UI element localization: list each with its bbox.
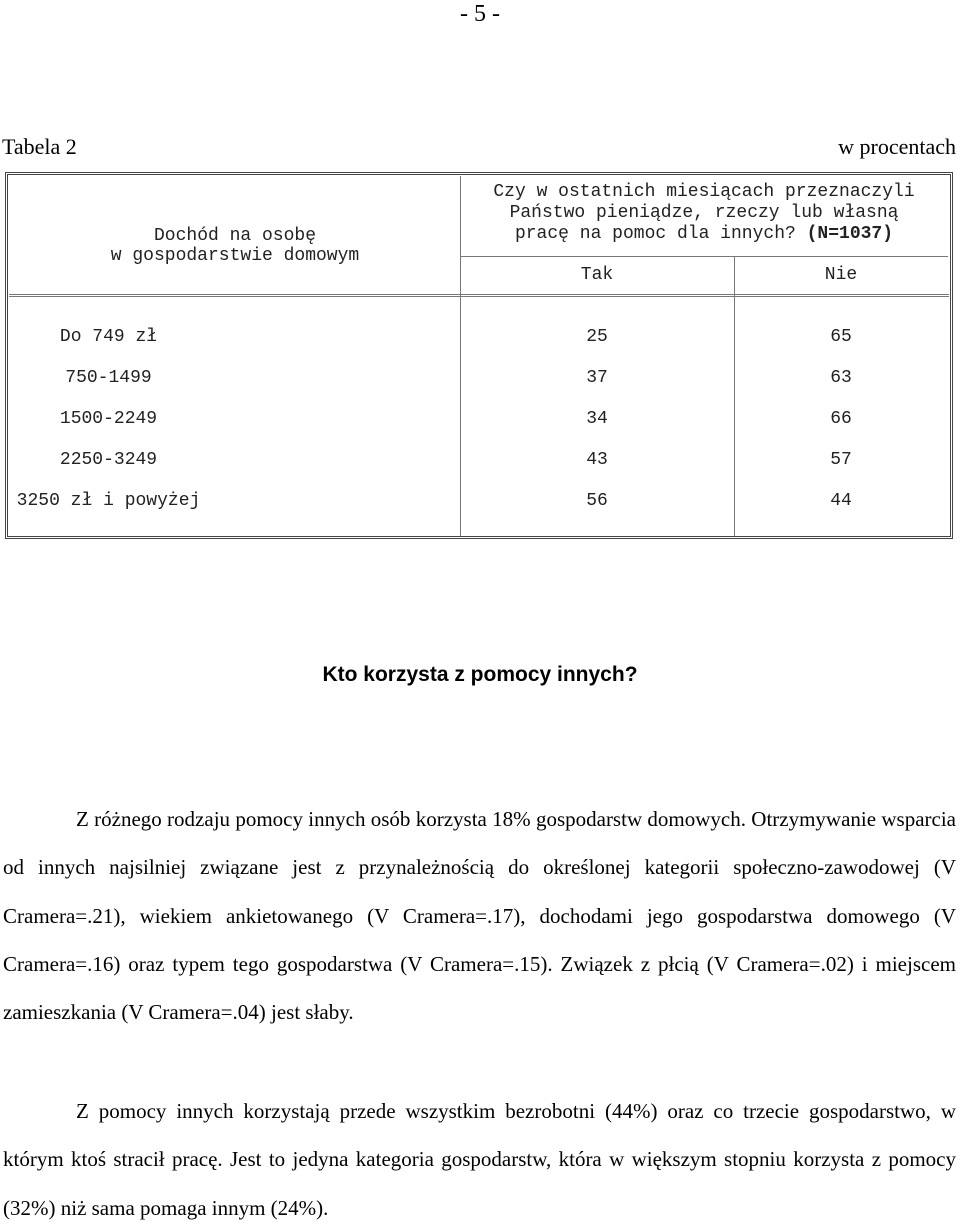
question-text: pracę na pomoc dla innych? xyxy=(514,224,796,244)
row-header-line: Dochód na osobę xyxy=(153,226,317,246)
question-line: Państwo pieniądze, rzeczy lub własną xyxy=(509,203,899,223)
page-number: - 5 - xyxy=(460,1,500,27)
row-header-line: w gospodarstwie domowym xyxy=(110,246,360,266)
body-paragraph: Z różnego rodzaju pomocy innych osób korzysta 18% gospodarstw domowych. Otrzymywanie wsparcia od innych najsilniej związane jest z przynależnością do określonej kategorii społeczno-zawodowej (V Cramera=.21), wiekiem ankietowanego (V Cramera=.17), dochodami jego gospodarstwa domowego (V Cramera=.16) oraz typem tego gospodarstwa (V Cramera=.15). Związek z płcią (V Cramera=.02) i miejscem zamieszkania (V Cramera=.04) jest słaby. xyxy=(3,807,956,1025)
question-line: Czy w ostatnich miesiącach przeznaczyli xyxy=(493,182,915,202)
table-row xyxy=(10,317,948,358)
tak-value: 56 xyxy=(586,491,608,511)
nie-value: 66 xyxy=(830,409,852,429)
nie-value: 57 xyxy=(830,450,852,470)
income-label: 1500-2249 xyxy=(59,409,158,429)
table-row xyxy=(10,399,948,440)
table-row xyxy=(10,481,948,522)
table-row xyxy=(10,440,948,481)
table-row xyxy=(10,358,948,399)
table-unit: w procentach xyxy=(838,134,956,159)
nie-value: 44 xyxy=(830,491,852,511)
income-label: Do 749 zł xyxy=(59,327,158,347)
tak-value: 34 xyxy=(586,409,608,429)
income-label: 2250-3249 xyxy=(59,450,158,470)
tak-value: 25 xyxy=(586,327,608,347)
tak-value: 43 xyxy=(586,450,608,470)
income-label: 750-1499 xyxy=(65,368,152,388)
sample-size: (N=1037) xyxy=(806,224,894,244)
column-header-tak: Tak xyxy=(580,265,614,285)
income-label: 3250 zł i powyżej xyxy=(16,491,201,511)
question-header xyxy=(460,176,948,256)
body-paragraph: Z pomocy innych korzystają przede wszystkim bezrobotni (44%) oraz co trzecie gospodarstwo, w którym ktoś stracił pracę. Jest to jedyna kategoria gospodarstw, która w większym stopniu korzysta z pomocy (32%) niż sama pomaga innym (24%). xyxy=(3,1099,956,1220)
table-label: Tabela 2 xyxy=(2,134,77,159)
nie-value: 65 xyxy=(830,327,852,347)
question-line xyxy=(460,224,948,245)
column-header-nie: Nie xyxy=(824,265,858,285)
tak-value: 37 xyxy=(586,368,608,388)
table-caption xyxy=(2,133,958,161)
row-header xyxy=(10,172,460,296)
section-title: Kto korzysta z pomocy innych? xyxy=(322,663,638,686)
nie-value: 63 xyxy=(830,368,852,388)
